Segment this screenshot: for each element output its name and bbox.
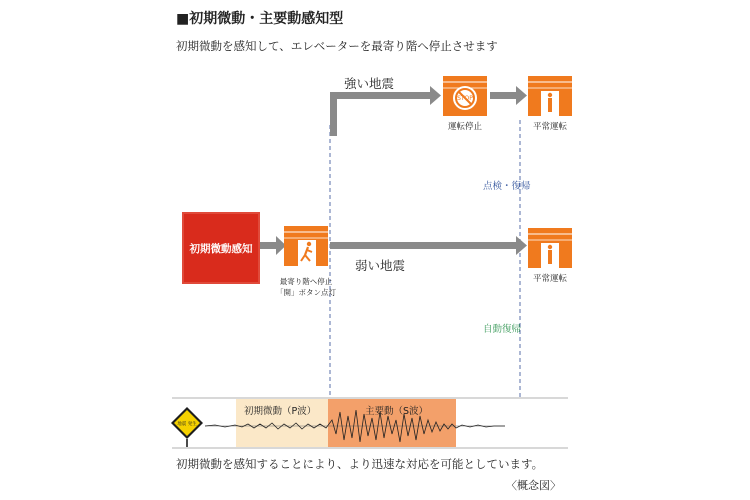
- elevator-nearest-floor-icon: [284, 226, 328, 266]
- status-auto-restore: 自動復帰: [483, 324, 522, 335]
- caption-normal-bottom: 平常運転: [532, 274, 567, 284]
- caption-nearest-floor-line1: 最寄り階へ停止: [279, 277, 333, 286]
- diagram-heading: ■初期微動・主要動感知型: [176, 11, 344, 27]
- concept-diagram-label: 〈概念図〉: [506, 479, 561, 492]
- svg-text:STOP: STOP: [457, 95, 473, 102]
- arrow-weak-path: [330, 236, 527, 255]
- earthquake-warning-icon: [171, 407, 203, 447]
- status-inspect-restore: 点検・復帰: [483, 181, 531, 192]
- detect-box-label: 初期微動感知: [189, 242, 253, 255]
- summary-text: 初期微動を感知することにより、より迅速な対応を可能としています。: [176, 457, 544, 471]
- arrow-strong-path: [330, 86, 441, 136]
- caption-normal-top: 平常運転: [532, 122, 567, 132]
- diagram-subtitle: 初期微動を感知して、エレベーターを最寄り階へ停止させます: [176, 39, 498, 53]
- elevator-normal-icon-top: [528, 76, 572, 116]
- arrow-stop-to-normal: [490, 86, 527, 105]
- s-wave-label: 主要動（S波）: [365, 406, 429, 417]
- strong-quake-label: 強い地震: [344, 76, 395, 91]
- weak-quake-label: 弱い地震: [355, 258, 406, 273]
- caption-nearest-floor: [276, 276, 336, 298]
- elevator-stop-icon: [443, 76, 487, 116]
- warning-sign-text: 地震 発生: [177, 422, 197, 427]
- initial-tremor-detection-box: [182, 212, 260, 284]
- p-wave-label: 初期微動（P波）: [244, 406, 317, 417]
- arrow-detect-to-nearest: [260, 236, 286, 255]
- caption-stop: 運転停止: [447, 122, 482, 132]
- caption-nearest-floor-line2: 「開」ボタン点灯: [276, 288, 336, 297]
- elevator-normal-icon-bottom: [528, 228, 572, 268]
